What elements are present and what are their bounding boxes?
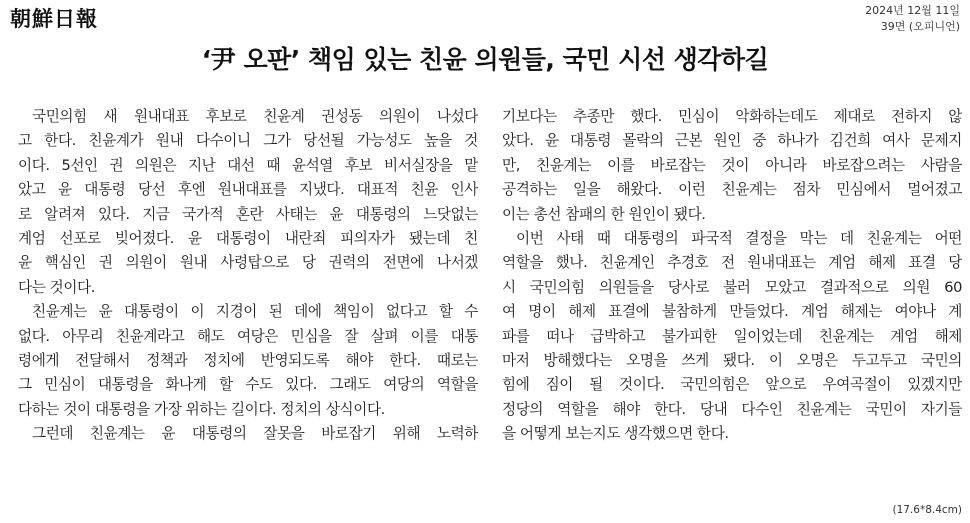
text-line: 국민의힘 새 원내대표 후보로 친윤계 권성동 의원이 나섰다 bbox=[32, 108, 478, 125]
text-line: 그런데 친윤계는 윤 대통령의 잘못을 바로잡기 위해 노력하 bbox=[32, 425, 478, 443]
text-line: 았고 윤 대통령 당선 후엔 원내대표를 지냈다. 대표적 친윤 인사 bbox=[18, 181, 478, 199]
text-line: 여 명이 해제 표결에 불참하게 만들었다. 계엄 해제는 여야나 계 bbox=[502, 303, 962, 321]
text-line: 로 알려져 있다. 지금 국가적 혼란 사태는 윤 대통령의 느닷없는 bbox=[18, 205, 478, 223]
article-column-left bbox=[18, 105, 478, 447]
text-line: 만, 친윤계는 이를 바로잡는 것이 아니라 바로잡으려는 사람을 bbox=[502, 156, 962, 174]
text-line: 이는 총선 참패의 한 원인이 됐다. bbox=[502, 205, 706, 223]
text-line: 마저 방해했다는 오명을 쓰게 됐다. 이 오명은 두고두고 국민의 bbox=[502, 352, 962, 370]
text-line: 정당의 역할을 해야 한다. 당내 다수인 친윤계는 국민이 자기들 bbox=[502, 400, 962, 418]
text-line: 친윤계는 윤 대통령이 이 지경이 된 데에 책임이 없다고 할 수 bbox=[32, 303, 478, 321]
article-meta bbox=[865, 3, 960, 35]
text-line: 았다. 윤 대통령 몰락의 근본 원인 중 하나가 김건희 여사 문제지 bbox=[502, 132, 962, 150]
article-size-note: (17.6*8.4cm) bbox=[892, 504, 962, 516]
text-line: 고 한다. 친윤계가 원내 다수이니 그가 당선될 가능성도 높을 것 bbox=[18, 132, 478, 150]
text-line: 다하는 것이 대통령을 가장 위하는 길이다. 정치의 상식이다. bbox=[18, 400, 385, 418]
page-section: 39면 (오피니언) bbox=[880, 20, 960, 33]
article-column-right bbox=[502, 105, 962, 447]
text-line: 파를 떠나 급박하고 불가피한 일이었는데 친윤계는 계엄 해제 bbox=[502, 327, 962, 345]
text-line: 그 민심이 대통령을 화나게 할 수도 있다. 그래도 여당의 역할을 bbox=[18, 376, 478, 394]
text-line: 역할을 했나. 친윤계인 추경호 전 원내대표는 계엄 해제 표결 당 bbox=[502, 254, 962, 272]
text-line: 이다. 5선인 권 의원은 지난 대선 때 윤석열 후보 비서실장을 맡 bbox=[18, 156, 478, 174]
text-line: 기보다는 추종만 했다. 민심이 악화하는데도 제대로 전하지 않 bbox=[502, 108, 962, 125]
text-line: 공격하는 일을 해왔다. 이런 친윤계는 점차 민심에서 멀어졌고 bbox=[502, 181, 962, 199]
text-line: 힘에 짐이 될 것이다. 국민의힘은 앞으로 우여곡절이 있겠지만 bbox=[502, 376, 962, 394]
text-line: 윤 핵심인 권 의원이 원내 사령탑으로 당 권력의 전면에 나서겠 bbox=[18, 254, 478, 272]
text-line: 다는 것이다. bbox=[18, 278, 95, 296]
text-line: 이번 사태 때 대통령의 파국적 결정을 막는 데 친윤계는 어떤 bbox=[516, 230, 962, 248]
publication-date: 2024년 12월 11일 bbox=[865, 4, 960, 17]
text-line: 계엄 선포로 빚어졌다. 윤 대통령이 내란죄 피의자가 됐는데 친 bbox=[18, 230, 478, 248]
newspaper-masthead: 朝鮮日報 bbox=[10, 6, 98, 31]
text-line: 령에게 전달해서 정책과 정치에 반영되도록 해야 한다. 때로는 bbox=[18, 352, 478, 370]
text-line: 시 국민의힘 의원들을 당사로 불러 모았고 결과적으로 의원 60 bbox=[502, 278, 962, 296]
text-line: 없다. 아무리 친윤계라고 해도 여당은 민심을 잘 살펴 이를 대통 bbox=[18, 327, 478, 345]
article-headline: ‘尹 오판’ 책임 있는 친윤 의원들, 국민 시선 생각하길 bbox=[201, 45, 769, 74]
text-line: 을 어떻게 보는지도 생각했으면 한다. bbox=[502, 425, 729, 443]
